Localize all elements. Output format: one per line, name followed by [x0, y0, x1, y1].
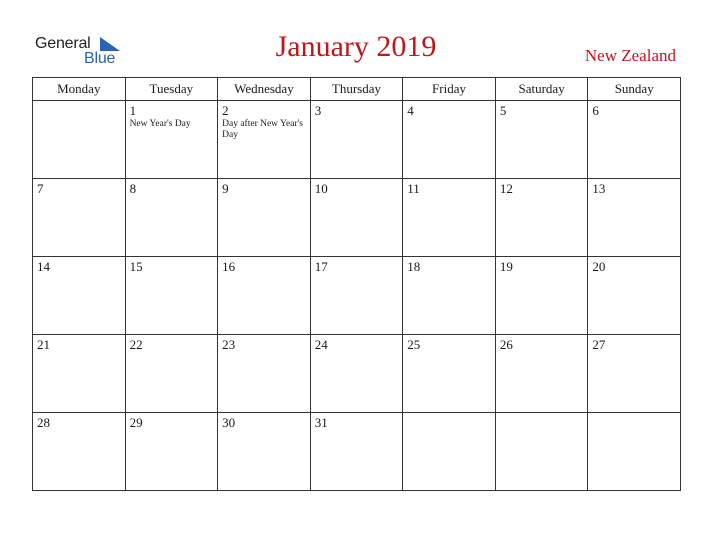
day-number: 17 — [314, 259, 328, 274]
weekday-header-friday: Friday — [403, 78, 496, 101]
calendar-day-cell — [403, 257, 496, 335]
day-number: 29 — [129, 415, 143, 430]
calendar-day-cell — [495, 101, 588, 179]
calendar-day-cell — [125, 101, 218, 179]
calendar-day-cell — [218, 179, 311, 257]
day-number: 22 — [129, 337, 143, 352]
calendar-day-cell — [310, 335, 403, 413]
weekday-header-monday: Monday — [33, 78, 126, 101]
calendar-body — [33, 101, 681, 491]
calendar-week-row — [33, 179, 681, 257]
day-number: 16 — [222, 259, 236, 274]
day-number: 23 — [222, 337, 236, 352]
month-calendar-grid — [32, 77, 681, 491]
weekday-header-saturday: Saturday — [495, 78, 588, 101]
day-number: 18 — [407, 259, 421, 274]
day-number: 11 — [407, 181, 420, 196]
calendar-day-cell — [33, 413, 126, 491]
weekday-header-tuesday: Tuesday — [125, 78, 218, 101]
day-number: 14 — [37, 259, 50, 274]
calendar-day-cell — [125, 257, 218, 335]
day-number: 3 — [314, 103, 322, 118]
day-number: 31 — [314, 415, 328, 430]
calendar-day-cell — [310, 413, 403, 491]
holiday-label: New Year's Day — [129, 119, 191, 129]
day-number: 15 — [129, 259, 143, 274]
day-number: 2 — [222, 103, 229, 118]
day-number: 6 — [592, 103, 599, 118]
day-number: 24 — [314, 337, 328, 352]
calendar-day-cell — [588, 335, 681, 413]
day-number: 21 — [37, 337, 50, 352]
day-number: 13 — [592, 181, 606, 196]
day-number: 8 — [129, 181, 137, 196]
weekday-header-row — [33, 78, 681, 101]
calendar-day-cell — [33, 335, 126, 413]
calendar-day-cell — [125, 413, 218, 491]
calendar-day-cell — [218, 413, 311, 491]
calendar-day-cell — [218, 257, 311, 335]
calendar-day-cell — [310, 179, 403, 257]
calendar-day-cell — [310, 101, 403, 179]
calendar-day-cell — [218, 335, 311, 413]
calendar-day-cell — [33, 179, 126, 257]
calendar-day-cell — [495, 257, 588, 335]
logo-text-general: General — [35, 35, 91, 52]
calendar-week-row — [33, 335, 681, 413]
day-number: 25 — [407, 337, 421, 352]
calendar-day-cell — [588, 101, 681, 179]
day-number: 28 — [37, 415, 50, 430]
calendar-day-cell — [125, 335, 218, 413]
day-number: 20 — [592, 259, 606, 274]
day-number: 4 — [407, 103, 414, 118]
calendar-title: January 2019 — [275, 30, 437, 63]
calendar-day-cell — [403, 413, 496, 491]
day-number: 10 — [314, 181, 328, 196]
weekday-header-sunday: Sunday — [588, 78, 681, 101]
calendar-day-cell — [403, 179, 496, 257]
calendar-day-cell — [33, 101, 126, 179]
calendar-day-cell — [495, 335, 588, 413]
day-number: 19 — [499, 259, 513, 274]
day-number: 26 — [499, 337, 513, 352]
calendar-day-cell — [125, 179, 218, 257]
calendar-day-cell — [33, 257, 126, 335]
calendar-day-cell — [495, 413, 588, 491]
day-number: 5 — [499, 103, 507, 118]
calendar-week-row — [33, 257, 681, 335]
country-label: New Zealand — [584, 46, 676, 65]
logo-text-blue: Blue — [84, 50, 116, 67]
calendar-week-row — [33, 101, 681, 179]
day-number: 12 — [499, 181, 513, 196]
calendar-day-cell — [588, 413, 681, 491]
holiday-label: Day after New Year's Day — [222, 119, 303, 140]
calendar-day-cell — [588, 179, 681, 257]
calendar-day-cell — [495, 179, 588, 257]
weekday-header-wednesday: Wednesday — [218, 78, 311, 101]
day-number: 7 — [37, 181, 44, 196]
calendar-day-cell — [310, 257, 403, 335]
day-number: 27 — [592, 337, 606, 352]
calendar-day-cell — [218, 101, 311, 179]
day-number: 9 — [222, 181, 229, 196]
weekday-header-thursday: Thursday — [310, 78, 403, 101]
calendar-day-cell — [403, 101, 496, 179]
day-number: 30 — [222, 415, 236, 430]
day-number: 1 — [129, 103, 137, 118]
calendar-day-cell — [403, 335, 496, 413]
calendar-day-cell — [588, 257, 681, 335]
calendar-week-row — [33, 413, 681, 491]
